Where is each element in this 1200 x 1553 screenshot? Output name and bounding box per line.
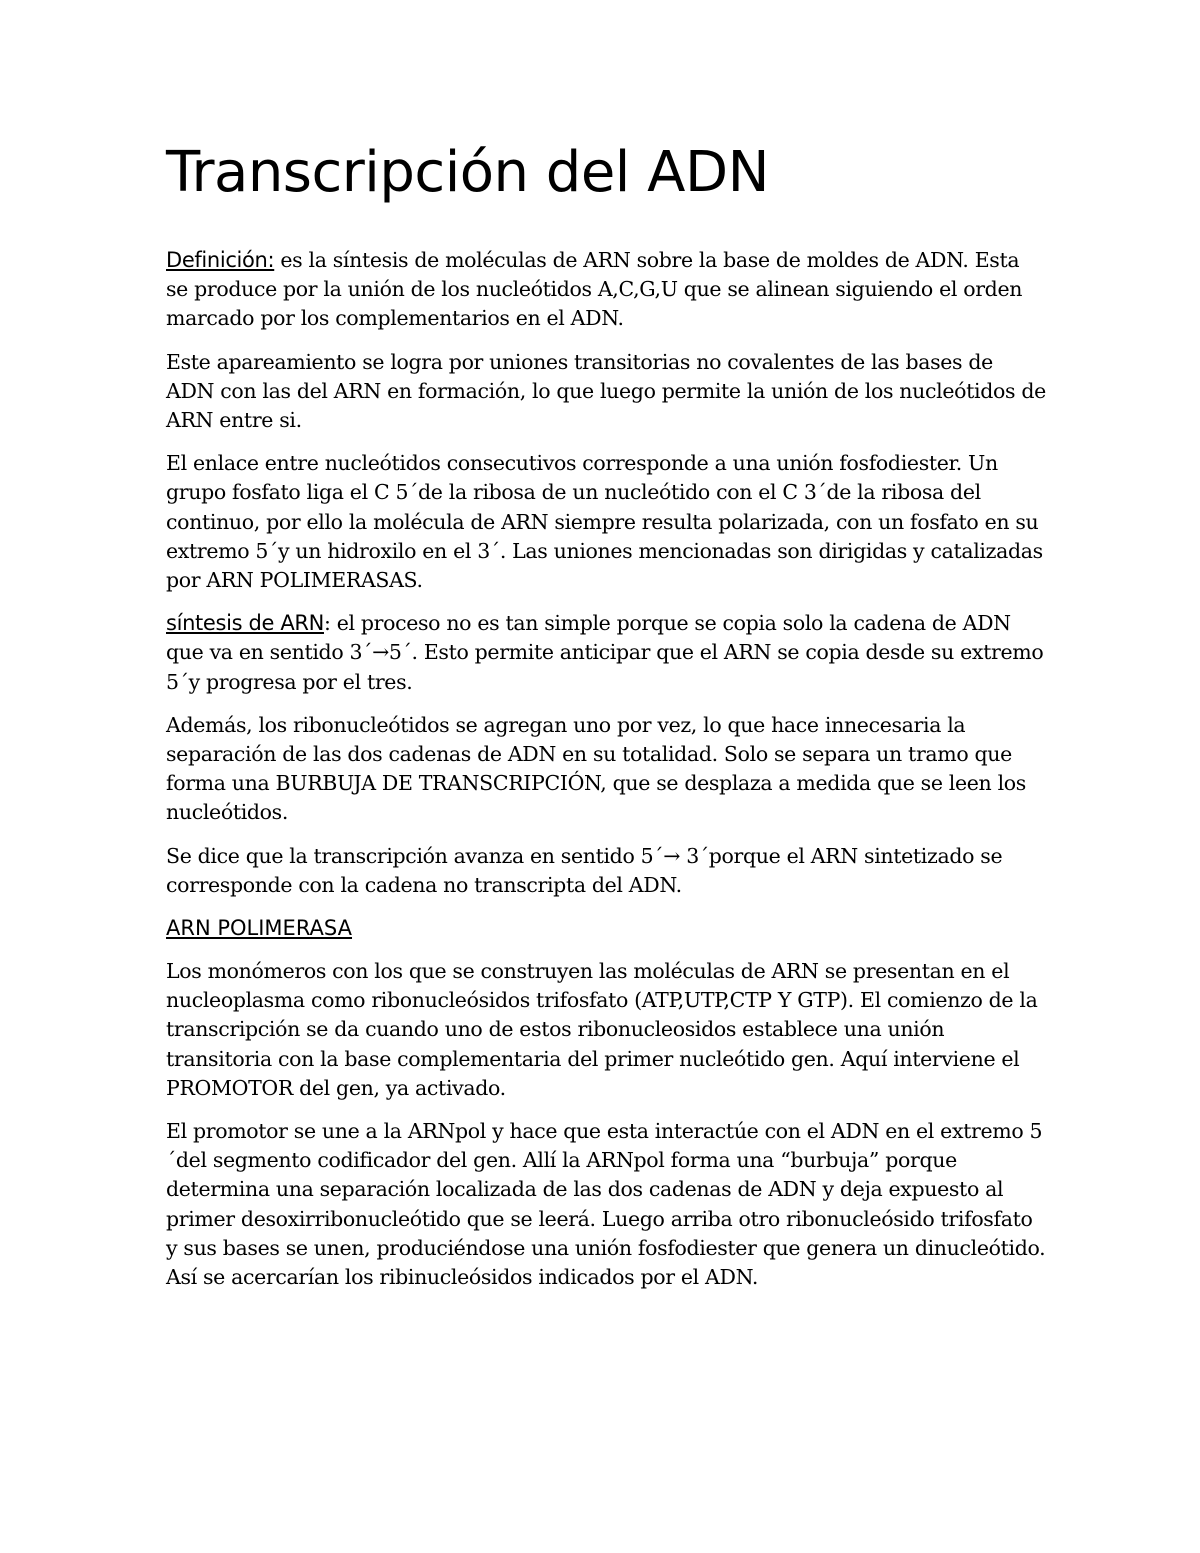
synthesis-paragraph [166, 609, 1046, 697]
document-body [166, 140, 1046, 1306]
monomers-paragraph: Los monómeros con los que se construyen las moléculas de ARN se presentan en el nucleoplasma como ribonucleósidos trifosfato (ATP,UTP,CTP Y GTP). El comienzo de la transcripción se da cuando uno de estos ribonucleosidos establece una unión transitoria con la base complementaria del primer nucleótido gen. Aquí interviene el PROMOTOR del gen, ya activado. [166, 959, 1038, 1100]
phosphodiester-paragraph: El enlace entre nucleótidos consecutivos corresponde a una unión fosfodiester. Un grupo fosfato liga el C 5´de la ribosa de un nucleótido con el C 3´de la ribosa del continuo, por ello la molécula de ARN siempre resulta polarizada, con un fosfato en su extremo 5´y un hidroxilo en el 3´. Las uniones mencionadas son dirigidas y catalizadas por ARN POLIMERASAS. [166, 451, 1043, 593]
arn-polimerasa-heading: ARN POLIMERASA [166, 916, 353, 941]
definition-text: es la síntesis de moléculas de ARN sobre la base de moldes de ADN. Esta se produce por la unión de los nucleótidos A,C,G,U que se alinean siguiendo el orden marcado por los complementarios en el ADN. [166, 248, 1023, 331]
document-title: Transcripción del ADN [166, 140, 769, 205]
bubble-paragraph: Además, los ribonucleótidos se agregan uno por vez, lo que hace innecesaria la separación de las dos cadenas de ADN en su totalidad. Solo se separa un tramo que forma una BURBUJA DE TRANSCRIPCIÓN, que se desplaza a medida que se leen los nucleótidos. [166, 712, 1026, 825]
promoter-paragraph: El promotor se une a la ARNpol y hace que esta interactúe con el ADN en el extremo 5´del segmento codificador del gen. Allí la ARNpol forma una “burbuja” porque determina una separación localizada de las dos cadenas de ADN y deja expuesto al primer desoxirribonucleótido que se leerá. Luego arriba otro ribonucleósido trifosfato y sus bases se unen, produciéndose una unión fosfodiester que genera un dinucleótido. Así se acercarían los ribinucleósidos indicados por el ADN. [166, 1119, 1046, 1290]
synthesis-label: síntesis de ARN [166, 611, 324, 636]
definition-paragraph [166, 246, 1046, 334]
definition-label: Definición: [166, 248, 275, 272]
direction-paragraph: Se dice que la transcripción avanza en sentido 5´→ 3´porque el ARN sintetizado se corresponde con la cadena no transcripta del ADN. [166, 843, 1003, 897]
synthesis-text: : el proceso no es tan simple porque se copia solo la cadena de ADN que va en sentido 3´→5´. Esto permite anticipar que el ARN se copia desde su extremo 5´y progresa por el tres. [166, 611, 1044, 694]
pairing-paragraph: Este apareamiento se logra por uniones transitorias no covalentes de las bases de ADN con las del ARN en formación, lo que luego permite la unión de los nucleótidos de ARN entre si. [166, 349, 1046, 433]
